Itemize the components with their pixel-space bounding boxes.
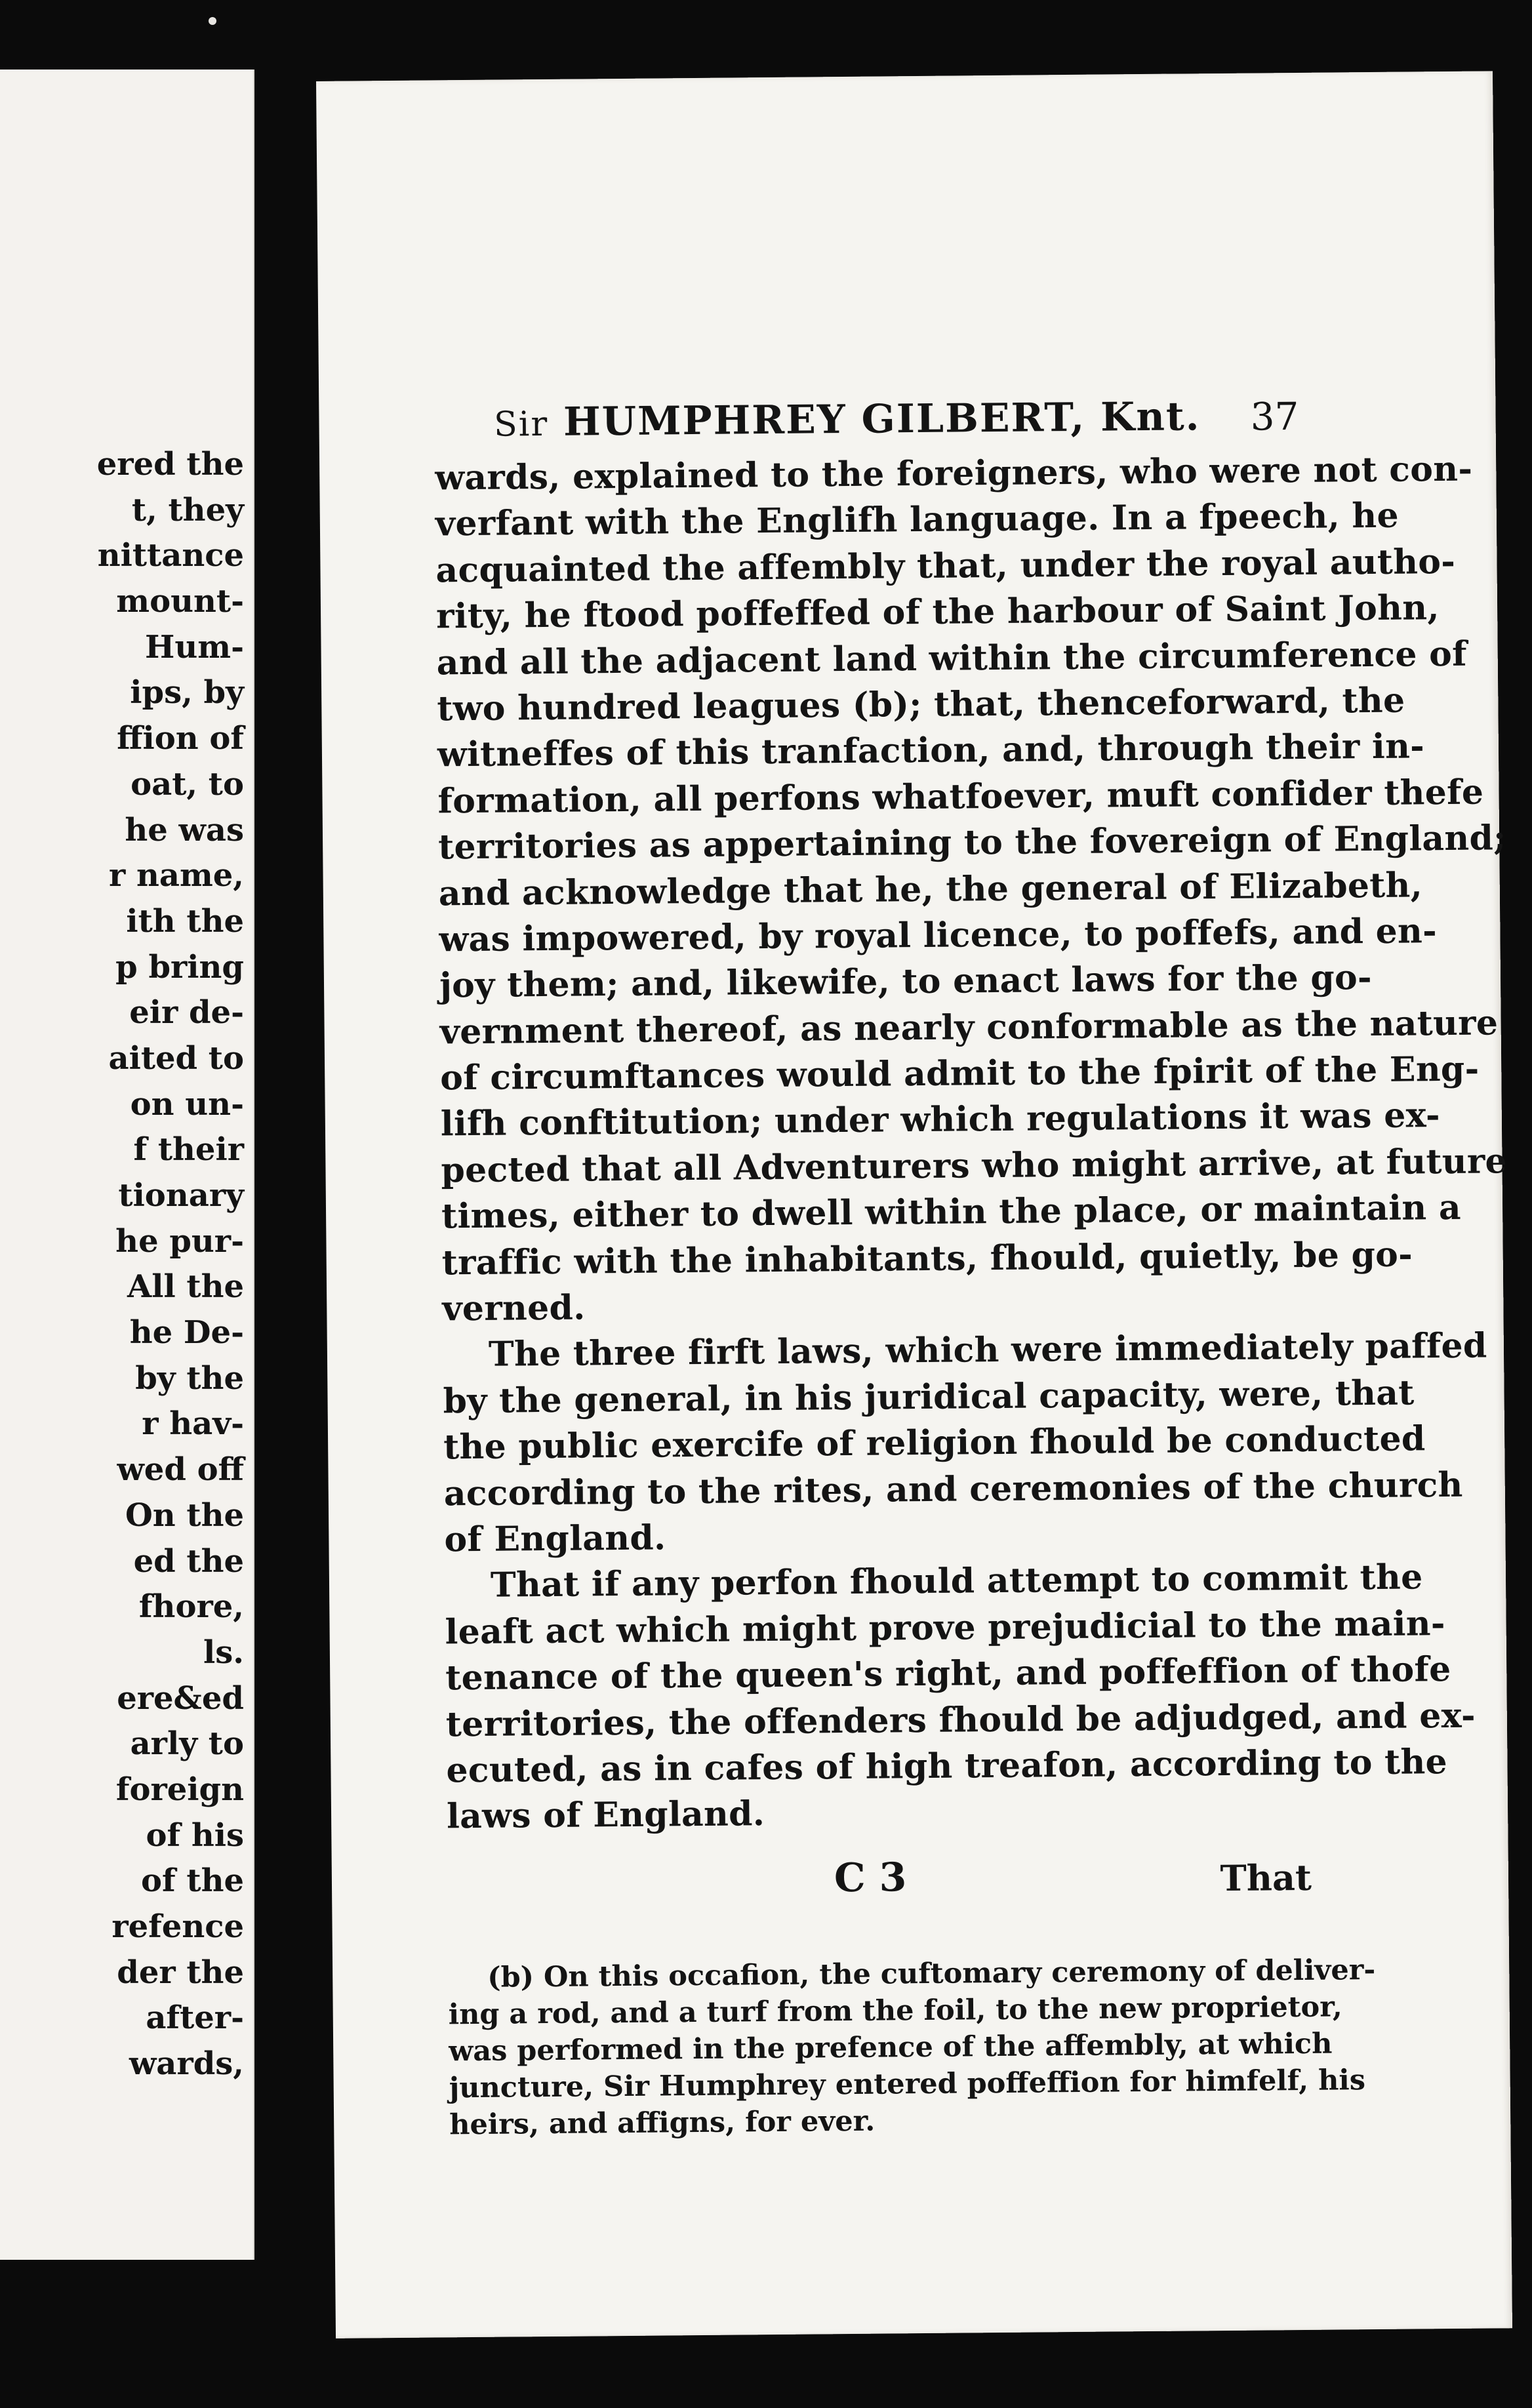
left-page-line: ered the: [96, 446, 244, 483]
body-line: according to the rites, and ceremonies of the church: [443, 1464, 1463, 1514]
body-line: The three firft laws, which were immediately paffed: [488, 1325, 1487, 1375]
footnote: [448, 1952, 1376, 2143]
dust-speck: [209, 17, 216, 25]
left-page-line: by the: [135, 1359, 244, 1397]
footnote-line: was performed in the prefence of the affembly, at which: [449, 2027, 1333, 2068]
footnote-line: (b) On this occafion, the cuftomary ceremony of deliver-: [487, 1953, 1376, 1994]
running-head-sir: Sir: [493, 404, 549, 445]
left-page-line: he pur-: [115, 1222, 244, 1260]
left-page-line: r hav-: [142, 1405, 244, 1443]
left-page-line: ith the: [126, 902, 244, 940]
body-line: vernment thereof, as nearly conformable as the nature: [439, 1003, 1499, 1053]
running-head: [494, 393, 1201, 445]
running-head-title: HUMPHREY GILBERT, Knt.: [563, 393, 1201, 445]
body-line: traffic with the inhabitants, fhould, quietly, be go-: [441, 1234, 1413, 1283]
page-content: [434, 385, 1508, 2143]
left-page-line: wards,: [129, 2045, 244, 2083]
body-line: and all the adjacent land within the circumference of: [436, 633, 1468, 683]
body-line: the public exercife of religion fhould be conducted: [443, 1418, 1426, 1468]
left-page-line: wed off: [117, 1451, 244, 1489]
left-page-line: he was: [125, 811, 244, 849]
left-page-line: oat, to: [131, 765, 244, 803]
body-line: and acknowledge that he, the general of Elizabeth,: [438, 864, 1423, 913]
left-page-line: tionary: [118, 1177, 244, 1214]
left-page-line: All the: [127, 1268, 244, 1306]
left-page-line: nittance: [97, 537, 244, 574]
left-page-line: ls.: [203, 1634, 244, 1671]
left-page-line: r name,: [108, 857, 244, 894]
body-line: laws of England.: [446, 1794, 765, 1837]
catchword: That: [1220, 1856, 1312, 1899]
body-text: [435, 448, 1508, 1840]
left-page-line: of the: [141, 1862, 244, 1900]
body-line: times, either to dwell within the place, or maintain a: [441, 1188, 1462, 1237]
left-page-line: aited to: [108, 1039, 244, 1077]
body-line: two hundred leagues (b); that, thenceforward, the: [437, 680, 1405, 729]
left-page-line: arly to: [130, 1725, 244, 1763]
left-page-line: ere&ed: [117, 1679, 244, 1717]
left-page-line: mount-: [116, 583, 244, 620]
footnote-line: heirs, and affigns, for ever.: [449, 2104, 876, 2142]
body-line: territories as appertaining to the fovereign of England;: [437, 818, 1506, 868]
footnote-line: juncture, Sir Humphrey entered poffeffion for himfelf, his: [449, 2063, 1366, 2105]
left-page-line: fhore,: [138, 1588, 244, 1626]
body-line: rity, he ftood poffeffed of the harbour of Saint John,: [435, 588, 1440, 637]
body-line: verfant with the Englifh language. In a fpeech, he: [435, 496, 1400, 544]
body-line: witneffes of this tranfaction, and, through their in-: [437, 726, 1425, 775]
body-line: of circumftances would admit to the fpirit of the Eng-: [440, 1049, 1480, 1098]
body-line: pected that all Adventurers who might arrive, at future: [441, 1141, 1508, 1191]
left-page-line: Hum-: [145, 628, 244, 666]
body-line: joy them; and, likewife, to enact laws for the go-: [439, 957, 1373, 1006]
left-page-line: refence: [111, 1908, 244, 1945]
left-page-line: foreign: [115, 1771, 244, 1808]
page-header: [434, 385, 1299, 455]
body-line: wards, explained to the foreigners, who were not con-: [435, 449, 1473, 498]
body-line: leaft act which might prove prejudicial to the main-: [445, 1603, 1445, 1653]
left-page-fragment: [0, 70, 254, 2260]
left-page-line: t, they: [131, 491, 244, 529]
body-line: acquainted the affembly that, under the royal autho-: [435, 541, 1456, 591]
body-line: was impowered, by royal licence, to poffefs, and en-: [439, 911, 1438, 960]
left-page-line: after-: [146, 1999, 244, 2037]
page-footer-marks: [447, 1843, 1312, 1923]
left-page-line: of his: [146, 1816, 244, 1854]
body-line: tenance of the queen's right, and poffeffion of thofe: [445, 1649, 1451, 1698]
left-page-line: on un-: [130, 1085, 244, 1123]
left-page-line: ips, by: [130, 674, 244, 712]
left-page-line: p bring: [115, 948, 244, 986]
body-line: of England.: [444, 1517, 666, 1560]
left-page-line: der the: [117, 1954, 244, 1991]
left-page-line: On the: [125, 1496, 244, 1534]
body-line: territories, the offenders fhould be adjudged, and ex-: [445, 1695, 1476, 1744]
footnote-line: ing a rod, and a turf from the foil, to the new proprietor,: [448, 1990, 1342, 2032]
body-line: formation, all perfons whatfoever, muft confider thefe: [437, 772, 1484, 822]
left-page-line: he De-: [129, 1314, 244, 1352]
left-page-text: [0, 442, 244, 2087]
body-line: That if any perfon fhould attempt to commit the: [490, 1557, 1423, 1606]
body-line: by the general, in his juridical capacity, were, that: [443, 1373, 1415, 1422]
body-line: lifh conftitution; under which regulations it was ex-: [440, 1095, 1441, 1144]
signature-mark: C 3: [834, 1854, 907, 1901]
left-page-line: f their: [133, 1131, 244, 1169]
book-page: [316, 71, 1512, 2338]
left-page-line: ed the: [133, 1542, 244, 1580]
left-page-line: eir de-: [129, 994, 244, 1032]
page-number: 37: [1250, 393, 1299, 439]
body-line: verned.: [442, 1287, 586, 1329]
left-page-line: ffion of: [117, 720, 244, 757]
body-line: ecuted, as in cafes of high treafon, according to the: [446, 1741, 1448, 1791]
